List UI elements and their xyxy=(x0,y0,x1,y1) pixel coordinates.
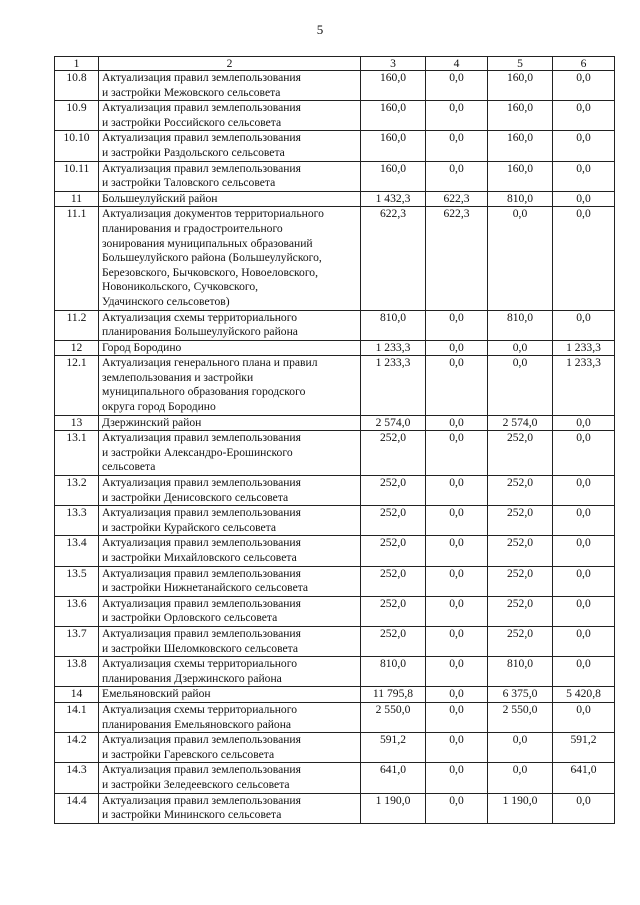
table-row xyxy=(55,702,615,732)
value-cell-col4: 0,0 xyxy=(426,161,488,191)
row-number-cell: 10.10 xyxy=(55,131,99,161)
table-row xyxy=(55,536,615,566)
value-cell-total: 1 233,3 xyxy=(361,356,426,415)
table-row xyxy=(55,71,615,101)
row-number-cell: 13.1 xyxy=(55,431,99,476)
value-cell-total: 1 233,3 xyxy=(361,340,426,356)
row-name-cell: Актуализация правил землепользования и застройки Денисовского сельсовета xyxy=(99,476,361,506)
value-cell-col6: 0,0 xyxy=(553,191,615,207)
value-cell-total: 591,2 xyxy=(361,733,426,763)
table-row xyxy=(55,356,615,415)
row-name-cell: Актуализация документов территориального планирования и градостроительного зонирования муниципальных образований Большеулуйского района (Большеулуйского, Березовского, Бычковского, Новоеловского, Новоникольского, Сучковского, Удачинского сельсоветов) xyxy=(99,207,361,310)
table-row xyxy=(55,340,615,356)
row-name-cell: Актуализация правил землепользования и застройки Гаревского сельсовета xyxy=(99,733,361,763)
value-cell-col5: 160,0 xyxy=(488,101,553,131)
value-cell-total: 160,0 xyxy=(361,131,426,161)
row-name-cell: Актуализация правил землепользования и застройки Мининского сельсовета xyxy=(99,793,361,823)
table-row xyxy=(55,191,615,207)
table-row xyxy=(55,506,615,536)
value-cell-col5: 252,0 xyxy=(488,566,553,596)
value-cell-col6: 0,0 xyxy=(553,101,615,131)
header-cell: 1 xyxy=(55,57,99,71)
value-cell-total: 252,0 xyxy=(361,506,426,536)
value-cell-col6: 0,0 xyxy=(553,476,615,506)
table-row xyxy=(55,310,615,340)
row-name-cell: Актуализация правил землепользования и застройки Орловского сельсовета xyxy=(99,596,361,626)
table-row xyxy=(55,476,615,506)
value-cell-col5: 160,0 xyxy=(488,71,553,101)
table-row xyxy=(55,566,615,596)
value-cell-total: 160,0 xyxy=(361,161,426,191)
row-name-cell: Актуализация правил землепользования и застройки Раздольского сельсовета xyxy=(99,131,361,161)
value-cell-col4: 0,0 xyxy=(426,310,488,340)
header-cell: 6 xyxy=(553,57,615,71)
table-row xyxy=(55,763,615,793)
value-cell-total: 622,3 xyxy=(361,207,426,310)
value-cell-col4: 0,0 xyxy=(426,687,488,703)
value-cell-col4: 0,0 xyxy=(426,71,488,101)
value-cell-col5: 252,0 xyxy=(488,431,553,476)
row-number-cell: 13 xyxy=(55,415,99,431)
row-number-cell: 12 xyxy=(55,340,99,356)
value-cell-col6: 0,0 xyxy=(553,131,615,161)
value-cell-total: 160,0 xyxy=(361,71,426,101)
row-number-cell: 11.1 xyxy=(55,207,99,310)
row-number-cell: 13.7 xyxy=(55,626,99,656)
table-header-row xyxy=(55,57,615,71)
row-number-cell: 14.4 xyxy=(55,793,99,823)
value-cell-col5: 6 375,0 xyxy=(488,687,553,703)
row-number-cell: 13.4 xyxy=(55,536,99,566)
value-cell-col5: 0,0 xyxy=(488,340,553,356)
value-cell-total: 252,0 xyxy=(361,626,426,656)
value-cell-col4: 0,0 xyxy=(426,506,488,536)
value-cell-col5: 252,0 xyxy=(488,626,553,656)
row-number-cell: 13.3 xyxy=(55,506,99,536)
value-cell-col6: 0,0 xyxy=(553,566,615,596)
value-cell-col4: 0,0 xyxy=(426,476,488,506)
row-name-cell: Емельяновский район xyxy=(99,687,361,703)
value-cell-col6: 0,0 xyxy=(553,71,615,101)
value-cell-col6: 0,0 xyxy=(553,310,615,340)
value-cell-col4: 0,0 xyxy=(426,101,488,131)
value-cell-col4: 0,0 xyxy=(426,356,488,415)
value-cell-col4: 0,0 xyxy=(426,793,488,823)
value-cell-total: 252,0 xyxy=(361,476,426,506)
value-cell-total: 810,0 xyxy=(361,310,426,340)
value-cell-col4: 0,0 xyxy=(426,536,488,566)
row-name-cell: Актуализация правил землепользования и застройки Шеломковского сельсовета xyxy=(99,626,361,656)
row-name-cell: Город Бородино xyxy=(99,340,361,356)
value-cell-col5: 810,0 xyxy=(488,310,553,340)
value-cell-col5: 0,0 xyxy=(488,207,553,310)
value-cell-col4: 0,0 xyxy=(426,340,488,356)
row-number-cell: 11 xyxy=(55,191,99,207)
row-name-cell: Актуализация правил землепользования и застройки Таловского сельсовета xyxy=(99,161,361,191)
value-cell-col6: 0,0 xyxy=(553,596,615,626)
value-cell-col6: 0,0 xyxy=(553,702,615,732)
value-cell-col4: 622,3 xyxy=(426,207,488,310)
row-name-cell: Актуализация схемы территориального планирования Большеулуйского района xyxy=(99,310,361,340)
row-number-cell: 13.2 xyxy=(55,476,99,506)
row-number-cell: 14.1 xyxy=(55,702,99,732)
table-row xyxy=(55,131,615,161)
row-number-cell: 14 xyxy=(55,687,99,703)
table-row xyxy=(55,207,615,310)
table-row xyxy=(55,161,615,191)
data-table xyxy=(54,56,615,824)
row-name-cell: Дзержинский район xyxy=(99,415,361,431)
row-number-cell: 10.8 xyxy=(55,71,99,101)
row-number-cell: 10.11 xyxy=(55,161,99,191)
value-cell-total: 1 432,3 xyxy=(361,191,426,207)
table-row xyxy=(55,626,615,656)
value-cell-col6: 0,0 xyxy=(553,161,615,191)
value-cell-col6: 0,0 xyxy=(553,506,615,536)
table-row xyxy=(55,596,615,626)
row-name-cell: Актуализация правил землепользования и застройки Межовского сельсовета xyxy=(99,71,361,101)
row-name-cell: Актуализация схемы территориального планирования Дзержинского района xyxy=(99,657,361,687)
value-cell-total: 252,0 xyxy=(361,431,426,476)
value-cell-col4: 0,0 xyxy=(426,763,488,793)
table-row xyxy=(55,657,615,687)
header-cell: 3 xyxy=(361,57,426,71)
row-name-cell: Актуализация правил землепользования и застройки Нижнетанайского сельсовета xyxy=(99,566,361,596)
value-cell-col5: 810,0 xyxy=(488,191,553,207)
value-cell-col5: 810,0 xyxy=(488,657,553,687)
value-cell-col5: 0,0 xyxy=(488,733,553,763)
value-cell-col4: 0,0 xyxy=(426,657,488,687)
row-number-cell: 13.5 xyxy=(55,566,99,596)
header-cell: 5 xyxy=(488,57,553,71)
row-name-cell: Большеулуйский район xyxy=(99,191,361,207)
value-cell-col4: 0,0 xyxy=(426,566,488,596)
table-row xyxy=(55,687,615,703)
row-name-cell: Актуализация правил землепользования и застройки Курайского сельсовета xyxy=(99,506,361,536)
header-cell: 2 xyxy=(99,57,361,71)
page-number: 5 xyxy=(316,22,324,37)
value-cell-col4: 0,0 xyxy=(426,431,488,476)
value-cell-col6: 0,0 xyxy=(553,431,615,476)
value-cell-col4: 0,0 xyxy=(426,131,488,161)
value-cell-col5: 160,0 xyxy=(488,161,553,191)
row-number-cell: 11.2 xyxy=(55,310,99,340)
value-cell-col6: 5 420,8 xyxy=(553,687,615,703)
row-name-cell: Актуализация правил землепользования и застройки Российского сельсовета xyxy=(99,101,361,131)
value-cell-col6: 0,0 xyxy=(553,657,615,687)
value-cell-col6: 0,0 xyxy=(553,536,615,566)
row-number-cell: 12.1 xyxy=(55,356,99,415)
value-cell-col5: 2 574,0 xyxy=(488,415,553,431)
value-cell-total: 160,0 xyxy=(361,101,426,131)
value-cell-col5: 252,0 xyxy=(488,476,553,506)
value-cell-col5: 0,0 xyxy=(488,356,553,415)
row-number-cell: 13.6 xyxy=(55,596,99,626)
table-row xyxy=(55,415,615,431)
value-cell-col6: 1 233,3 xyxy=(553,340,615,356)
value-cell-col6: 0,0 xyxy=(553,793,615,823)
value-cell-col4: 0,0 xyxy=(426,702,488,732)
value-cell-col6: 0,0 xyxy=(553,415,615,431)
row-name-cell: Актуализация правил землепользования и застройки Александро-Ерошинского сельсовета xyxy=(99,431,361,476)
value-cell-total: 252,0 xyxy=(361,536,426,566)
value-cell-total: 810,0 xyxy=(361,657,426,687)
value-cell-col4: 622,3 xyxy=(426,191,488,207)
header-cell: 4 xyxy=(426,57,488,71)
row-number-cell: 14.2 xyxy=(55,733,99,763)
value-cell-total: 2 550,0 xyxy=(361,702,426,732)
value-cell-total: 252,0 xyxy=(361,566,426,596)
value-cell-col5: 0,0 xyxy=(488,763,553,793)
value-cell-col4: 0,0 xyxy=(426,733,488,763)
value-cell-col6: 641,0 xyxy=(553,763,615,793)
value-cell-col5: 252,0 xyxy=(488,536,553,566)
value-cell-total: 252,0 xyxy=(361,596,426,626)
row-name-cell: Актуализация генерального плана и правил землепользования и застройки муниципального образования городского округа город Бородино xyxy=(99,356,361,415)
value-cell-col6: 591,2 xyxy=(553,733,615,763)
value-cell-col5: 160,0 xyxy=(488,131,553,161)
value-cell-col5: 1 190,0 xyxy=(488,793,553,823)
row-number-cell: 13.8 xyxy=(55,657,99,687)
value-cell-col6: 0,0 xyxy=(553,626,615,656)
value-cell-total: 641,0 xyxy=(361,763,426,793)
value-cell-col4: 0,0 xyxy=(426,626,488,656)
value-cell-col5: 252,0 xyxy=(488,596,553,626)
row-number-cell: 14.3 xyxy=(55,763,99,793)
value-cell-col4: 0,0 xyxy=(426,596,488,626)
value-cell-col6: 0,0 xyxy=(553,207,615,310)
value-cell-col5: 2 550,0 xyxy=(488,702,553,732)
value-cell-total: 1 190,0 xyxy=(361,793,426,823)
value-cell-total: 2 574,0 xyxy=(361,415,426,431)
table-row xyxy=(55,733,615,763)
table-row xyxy=(55,431,615,476)
row-name-cell: Актуализация правил землепользования и застройки Зеледеевского сельсовета xyxy=(99,763,361,793)
value-cell-total: 11 795,8 xyxy=(361,687,426,703)
table-row xyxy=(55,793,615,823)
row-number-cell: 10.9 xyxy=(55,101,99,131)
value-cell-col4: 0,0 xyxy=(426,415,488,431)
row-name-cell: Актуализация правил землепользования и застройки Михайловского сельсовета xyxy=(99,536,361,566)
value-cell-col6: 1 233,3 xyxy=(553,356,615,415)
value-cell-col5: 252,0 xyxy=(488,506,553,536)
table-row xyxy=(55,101,615,131)
row-name-cell: Актуализация схемы территориального планирования Емельяновского района xyxy=(99,702,361,732)
